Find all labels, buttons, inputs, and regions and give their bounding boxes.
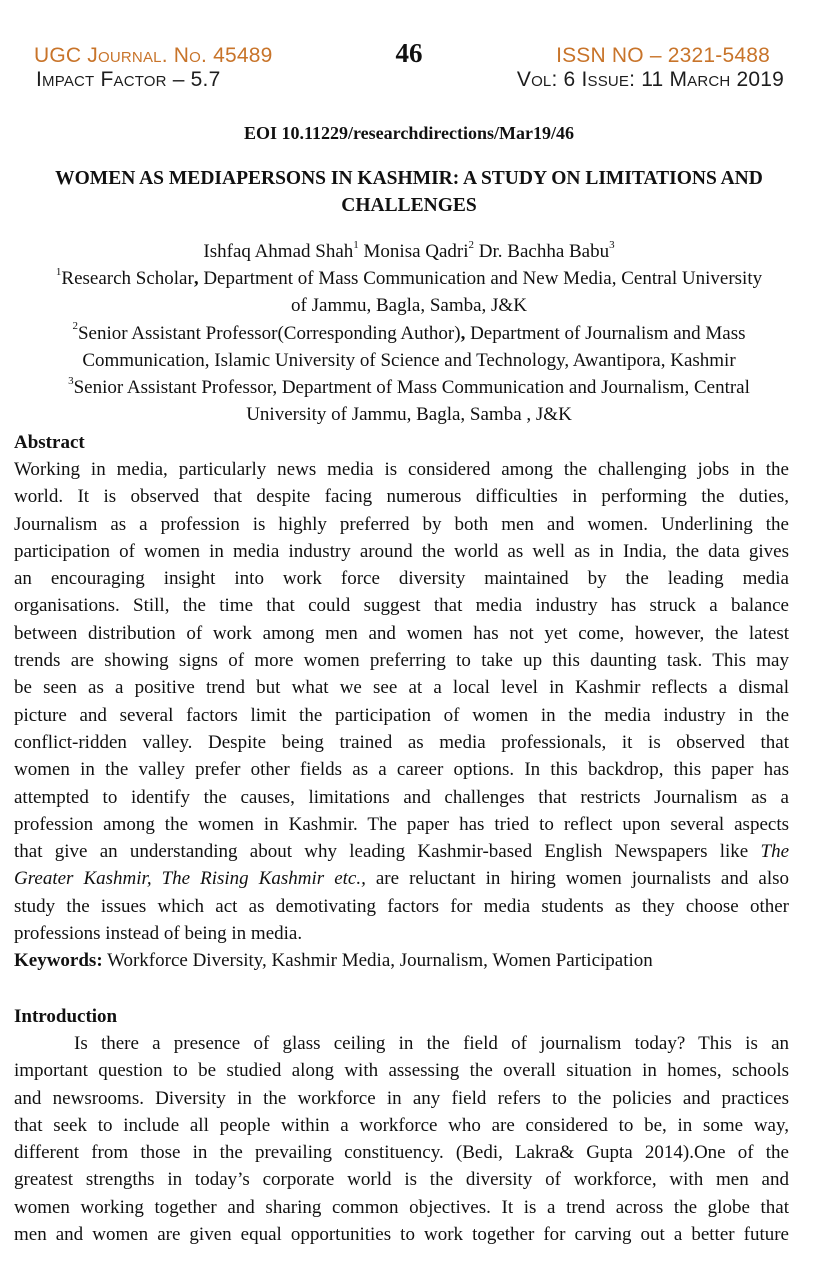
keywords-text: Workforce Diversity, Kashmir Media, Journalism, Women Participation	[102, 950, 653, 971]
introduction-line: Is there a presence of glass ceiling in the field of journalism today? This is an	[74, 1033, 789, 1054]
introduction-body	[14, 1030, 789, 1248]
affiliations	[14, 265, 804, 429]
author-1-sup: 1	[353, 238, 359, 251]
author-3-sup: 3	[609, 238, 615, 251]
affiliation-3-sup: 3	[68, 374, 74, 387]
abstract-line: be seen as a positive trend but what we see at a local level in Kashmir reflects a dismal	[14, 677, 789, 699]
affiliation-2-role: Senior Assistant Professor(Corresponding Author)	[77, 322, 461, 344]
abstract-heading: Abstract	[14, 432, 85, 453]
abstract-line: picture and several factors limit the participation of women in the media industry in the	[14, 704, 789, 726]
affiliation-1-line1	[14, 265, 804, 292]
abstract-line: participation of women in media industry around the world as well as in India, the data gives	[14, 540, 789, 562]
affiliation-2-line2: Communication, Islamic University of Science and Technology, Awantipora, Kashmir	[82, 349, 736, 371]
author-1: Ishfaq Ahmad Shah	[203, 241, 354, 262]
affiliation-2-line1	[14, 320, 804, 347]
abstract-line: women in the valley prefer other fields as a career options. In this backdrop, this paper has	[14, 759, 789, 781]
introduction-line: important question to be studied along with assessing the overall situation in homes, schools	[14, 1060, 789, 1082]
abstract-line: between distribution of work among men and women has not yet come, however, the latest	[14, 622, 789, 644]
abstract-line: study the issues which act as demotivating factors for media students as they choose other	[14, 895, 789, 917]
abstract-line: conflict-ridden valley. Despite being trained as media professionals, it is observed that	[14, 731, 789, 753]
paper-title-line1: WOMEN AS MEDIAPERSONS IN KASHMIR: A STUDY ON LIMITATIONS AND	[55, 168, 763, 189]
affiliation-3-line2: University of Jammu, Bagla, Samba , J&K	[246, 404, 572, 426]
eoi-identifier: EOI 10.11229/researchdirections/Mar19/46	[244, 123, 574, 143]
abstract-line: profession among the women in Kashmir. The paper has tried to reflect upon several aspects	[14, 813, 789, 835]
abstract-line: world. It is observed that despite facing numerous difficulties in performing the duties,	[14, 486, 789, 508]
introduction-line: greatest strengths in today’s corporate world is the diversity of workforce, with men and	[14, 1169, 789, 1191]
abstract-line: professions instead of being in media.	[14, 923, 303, 945]
abstract-line: organisations. Still, the time that could suggest that media industry has struck a balance	[14, 595, 789, 617]
affiliation-1-dept: Department of Mass Communication and New Media, Central University	[198, 268, 763, 289]
abstract-line: an encouraging insight into work force diversity maintained by the leading media	[14, 568, 789, 590]
abstract-line: trends are showing signs of more women preferring to take up this daunting task. This may	[14, 650, 789, 672]
keywords-label: Keywords:	[14, 950, 103, 971]
impact-factor: Impact Factor – 5.7	[36, 68, 221, 91]
introduction-line: that seek to include all people within a workforce who are considered to be, in some way,	[14, 1114, 789, 1136]
volume-issue: Vol: 6 Issue: 11 March 2019	[516, 68, 784, 91]
abstract-line: Working in media, particularly news media is considered among the challenging jobs in the	[14, 459, 789, 480]
abstract-text: that give an understanding about why leading Kashmir-based English Newspapers like	[14, 841, 761, 863]
abstract-line	[14, 865, 789, 892]
affiliation-2-comma: ,	[460, 322, 466, 344]
introduction-line: women working together and sharing common objectives. It is a trend across the globe that	[14, 1196, 789, 1218]
paper-title-line2: CHALLENGES	[341, 195, 477, 216]
author-3: Dr. Bachha Babu	[474, 241, 610, 262]
abstract-text: are reluctant in hiring women journalists and also	[365, 868, 789, 890]
affiliation-3-role: Senior Assistant Professor, Department of Mass Communication and Journalism, Central	[73, 377, 750, 399]
affiliation-1-sup: 1	[55, 265, 62, 278]
introduction-heading: Introduction	[14, 1006, 118, 1027]
affiliation-1-role: Research Scholar	[61, 268, 194, 289]
author-2: Monisa Qadri	[358, 241, 469, 262]
author-2-sup: 2	[468, 238, 475, 251]
issn-number: ISSN NO – 2321-5488	[556, 44, 770, 67]
abstract-line: Journalism as a profession is highly preferred by both men and women. Underlining the	[14, 513, 789, 535]
newspaper-names: Greater Kashmir, The Rising Kashmir etc.,	[14, 868, 366, 890]
introduction-line: men and women are given equal opportunities to work together for carving out a better future	[14, 1224, 789, 1246]
affiliation-2-dept: Department of Journalism and Mass	[465, 322, 746, 344]
abstract-line	[14, 838, 789, 865]
journal-ugc-number: UGC Journal. No. 45489	[34, 44, 273, 67]
paper-title	[14, 165, 804, 219]
affiliation-1-comma: ,	[193, 268, 199, 289]
affiliation-2-sup: 2	[72, 320, 78, 333]
affiliation-3-line1	[14, 374, 804, 401]
author-list	[14, 238, 804, 265]
introduction-line: and newsrooms. Diversity in the workforce in any field refers to the policies and practices	[14, 1087, 789, 1109]
introduction-line: different from those in the prevailing constituency. (Bedi, Lakra& Gupta 2014).One of the	[14, 1142, 789, 1164]
abstract-lines	[14, 456, 789, 838]
abstract-body	[14, 456, 789, 947]
page-number: 46	[395, 38, 423, 68]
affiliation-1-line2: of Jammu, Bagla, Samba, J&K	[291, 295, 527, 317]
abstract-line: attempted to identify the causes, limitations and challenges that restricts Journalism as a	[14, 786, 789, 808]
keywords	[14, 947, 789, 974]
newspaper-name: The	[760, 841, 789, 863]
